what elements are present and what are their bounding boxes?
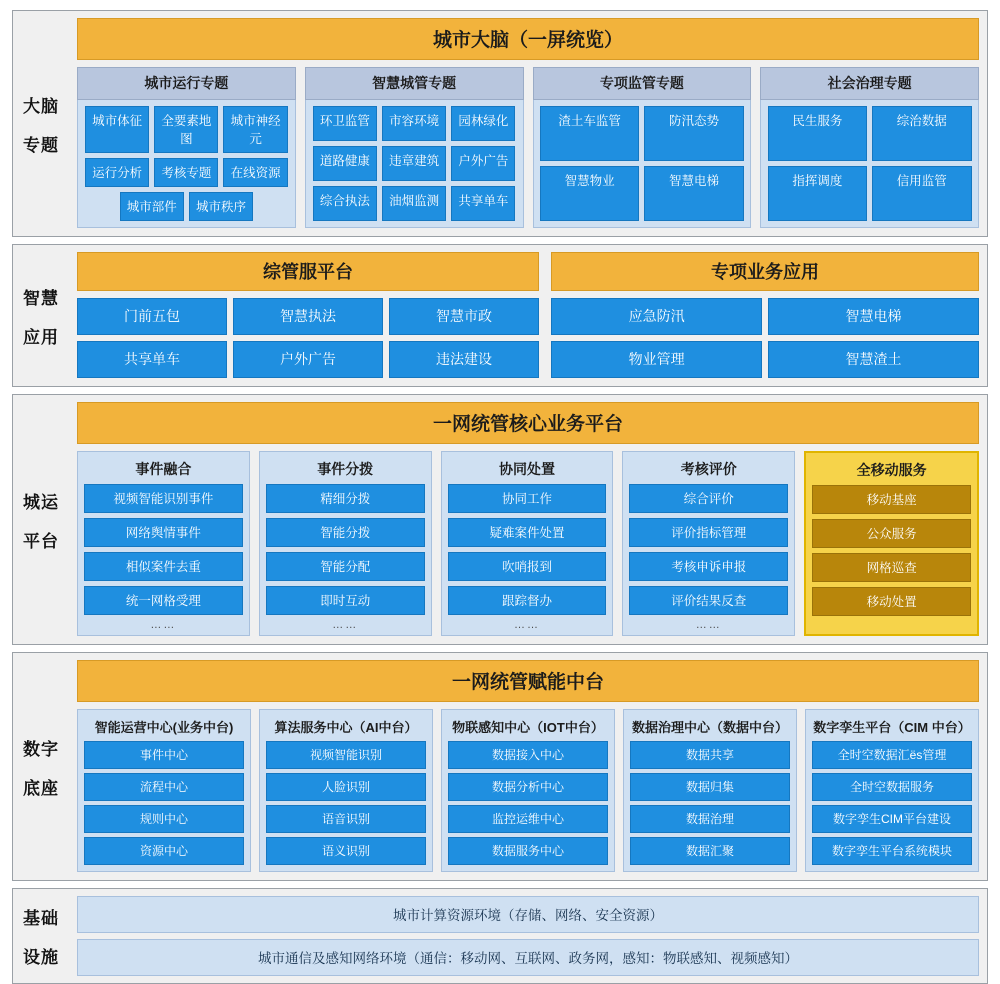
brain-chip[interactable]: 违章建筑 [382, 146, 446, 181]
smart-item[interactable]: 应急防汛 [551, 298, 762, 335]
core-column-full-mobile-service [804, 451, 979, 636]
core-column-collaborative-handling [441, 451, 614, 636]
smart-item[interactable]: 违法建设 [389, 341, 539, 378]
core-column-ellipsis: …… [332, 619, 359, 631]
middle-item[interactable]: 数据治理 [630, 805, 790, 833]
middle-item[interactable]: 视频智能识别 [266, 741, 426, 769]
brain-chip[interactable]: 智慧电梯 [644, 166, 743, 221]
band-body-brain [69, 11, 987, 236]
middle-item[interactable]: 监控运维中心 [448, 805, 608, 833]
brain-chip[interactable]: 民生服务 [768, 106, 867, 161]
brain-chip[interactable]: 防汛态势 [644, 106, 743, 161]
middle-item[interactable]: 事件中心 [84, 741, 244, 769]
middle-item[interactable]: 全时空数据汇ës管理 [812, 741, 972, 769]
smart-left-items [77, 298, 539, 378]
brain-chip[interactable]: 在线资源 [223, 158, 287, 187]
core-item[interactable]: 即时互动 [266, 586, 425, 615]
band-smart-applications [12, 244, 988, 387]
smart-block-special-business [551, 252, 979, 378]
smart-left-title: 综管服平台 [77, 252, 539, 291]
smart-right-title: 专项业务应用 [551, 252, 979, 291]
core-item[interactable]: 移动基座 [812, 485, 971, 514]
core-column-ellipsis: …… [513, 619, 540, 631]
middle-item[interactable]: 人脸识别 [266, 773, 426, 801]
middle-item[interactable]: 全时空数据服务 [812, 773, 972, 801]
brain-chip[interactable]: 户外广告 [451, 146, 515, 181]
core-item[interactable]: 评价指标管理 [629, 518, 788, 547]
band-label-brain [13, 11, 69, 236]
core-column-title: 考核评价 [680, 461, 737, 477]
band-label-smart-line1: 智慧 [23, 288, 59, 308]
middle-column-cim-center [805, 709, 979, 872]
core-item[interactable]: 吹哨报到 [448, 552, 607, 581]
brain-chip[interactable]: 油烟监测 [382, 186, 446, 221]
brain-chip[interactable]: 共享单车 [451, 186, 515, 221]
middle-item[interactable]: 数字孪生CIM平台建设 [812, 805, 972, 833]
brain-chip[interactable]: 道路健康 [313, 146, 377, 181]
band-label-core [13, 395, 69, 644]
infra-row-compute: 城市计算资源环境（存储、网络、安全资源） [77, 896, 979, 933]
brain-chip[interactable]: 考核专题 [154, 158, 218, 187]
middle-item[interactable]: 数据接入中心 [448, 741, 608, 769]
brain-column-special-supervision [533, 67, 752, 228]
core-item[interactable]: 统一网格受理 [84, 586, 243, 615]
core-column-title: 事件融合 [135, 461, 192, 477]
core-column-assessment-evaluation [622, 451, 795, 636]
core-item[interactable]: 相似案件去重 [84, 552, 243, 581]
brain-column-city-operation [77, 67, 296, 228]
band-body-infra [69, 889, 987, 983]
middle-item[interactable]: 流程中心 [84, 773, 244, 801]
middle-column-title: 数据治理中心（数据中台） [631, 720, 788, 735]
brain-chip[interactable]: 市容环境 [382, 106, 446, 141]
brain-column-head: 城市运行专题 [77, 67, 296, 100]
middle-item[interactable]: 数据共享 [630, 741, 790, 769]
core-item[interactable]: 考核申诉申报 [629, 552, 788, 581]
band-label-middle-line2: 底座 [23, 778, 59, 798]
middle-column-title: 智能运营中心(业务中台) [94, 720, 234, 735]
brain-chip[interactable]: 信用监管 [872, 166, 971, 221]
band-body-smart [69, 245, 987, 386]
band-body-middle [69, 653, 987, 880]
band-label-brain-line1: 大脑 [23, 96, 59, 116]
band-label-core-line2: 平台 [23, 531, 59, 551]
brain-chip[interactable]: 城市秩序 [189, 192, 253, 221]
core-item[interactable]: 跟踪督办 [448, 586, 607, 615]
core-column-ellipsis: …… [695, 619, 722, 631]
brain-chip[interactable]: 全要素地图 [154, 106, 218, 153]
band-label-infra [13, 889, 69, 983]
brain-column-body [305, 100, 524, 228]
smart-item[interactable]: 门前五包 [77, 298, 227, 335]
middle-column-business-center [77, 709, 251, 872]
smart-item[interactable]: 户外广告 [233, 341, 383, 378]
brain-chip[interactable]: 智慧物业 [540, 166, 639, 221]
brain-chip[interactable]: 城市部件 [120, 192, 184, 221]
middle-platform-title: 一网统管赋能中台 [77, 660, 979, 702]
middle-item[interactable]: 语音识别 [266, 805, 426, 833]
infra-row-network: 城市通信及感知网络环境（通信：移动网、互联网、政务网，感知：物联感知、视频感知） [77, 939, 979, 976]
smart-item[interactable]: 智慧执法 [233, 298, 383, 335]
city-brain-title: 城市大脑（一屏统览） [77, 18, 979, 60]
brain-chip[interactable]: 环卫监管 [313, 106, 377, 141]
brain-chip[interactable]: 城市神经元 [223, 106, 287, 153]
smart-item[interactable]: 物业管理 [551, 341, 762, 378]
middle-item[interactable]: 数据汇聚 [630, 837, 790, 865]
middle-column-data-center [623, 709, 797, 872]
brain-chip[interactable]: 城市体征 [85, 106, 149, 153]
middle-item[interactable]: 数据归集 [630, 773, 790, 801]
core-item[interactable]: 评价结果反查 [629, 586, 788, 615]
core-item[interactable]: 公众服务 [812, 519, 971, 548]
middle-column-title: 数字孪生平台（CIM 中台） [813, 720, 971, 735]
smart-item[interactable]: 智慧渣土 [768, 341, 979, 378]
band-label-middle-line1: 数字 [23, 739, 59, 759]
core-item[interactable]: 综合评价 [629, 484, 788, 513]
core-item[interactable]: 协同工作 [448, 484, 607, 513]
brain-columns [77, 67, 979, 228]
brain-chip[interactable]: 渣土车监管 [540, 106, 639, 161]
core-item[interactable]: 移动处置 [812, 587, 971, 616]
brain-column-head: 社会治理专题 [760, 67, 979, 100]
smart-columns [77, 252, 979, 378]
core-column-event-dispatch [259, 451, 432, 636]
core-item[interactable]: 精细分拨 [266, 484, 425, 513]
band-label-core-line1: 城运 [23, 492, 59, 512]
core-item[interactable]: 网络舆情事件 [84, 518, 243, 547]
middle-item[interactable]: 语义识别 [266, 837, 426, 865]
core-item[interactable]: 网格巡查 [812, 553, 971, 582]
brain-column-head: 专项监管专题 [533, 67, 752, 100]
core-platform-title: 一网统管核心业务平台 [77, 402, 979, 444]
middle-item[interactable]: 资源中心 [84, 837, 244, 865]
core-column-event-fusion [77, 451, 250, 636]
brain-column-body [77, 100, 296, 228]
brain-column-social-governance [760, 67, 979, 228]
smart-item[interactable]: 智慧电梯 [768, 298, 979, 335]
band-body-core [69, 395, 987, 644]
band-core-platform [12, 394, 988, 645]
core-item[interactable]: 视频智能识别事件 [84, 484, 243, 513]
smart-item[interactable]: 智慧市政 [389, 298, 539, 335]
middle-columns [77, 709, 979, 872]
smart-block-comprehensive-platform [77, 252, 539, 378]
band-label-smart [13, 245, 69, 386]
brain-chip[interactable]: 综治数据 [872, 106, 971, 161]
core-column-title: 全移动服务 [856, 462, 927, 478]
brain-chip[interactable]: 运行分析 [85, 158, 149, 187]
band-label-infra-line1: 基础 [23, 909, 59, 928]
core-item[interactable]: 智能分配 [266, 552, 425, 581]
brain-chip[interactable]: 园林绿化 [451, 106, 515, 141]
core-item[interactable]: 智能分拨 [266, 518, 425, 547]
brain-chip[interactable]: 指挥调度 [768, 166, 867, 221]
band-label-middle [13, 653, 69, 880]
middle-column-title: 物联感知中心（IOT中台） [452, 720, 604, 735]
middle-item[interactable]: 数据服务中心 [448, 837, 608, 865]
core-column-title: 协同处置 [498, 461, 555, 477]
core-column-title: 事件分拨 [317, 461, 374, 477]
brain-column-smart-urban-management [305, 67, 524, 228]
brain-chip[interactable]: 综合执法 [313, 186, 377, 221]
smart-right-items [551, 298, 979, 378]
core-column-ellipsis [812, 621, 971, 623]
band-infrastructure [12, 888, 988, 984]
middle-item[interactable]: 数字孪生平台系统模块 [812, 837, 972, 865]
band-digital-foundation [12, 652, 988, 881]
middle-column-ai-center [259, 709, 433, 872]
brain-column-body [760, 100, 979, 228]
middle-column-title: 算法服务中心（AI中台） [274, 720, 418, 735]
core-column-ellipsis: …… [150, 619, 177, 631]
core-item[interactable]: 疑难案件处置 [448, 518, 607, 547]
band-label-infra-line2: 设施 [23, 948, 59, 967]
band-label-smart-line2: 应用 [23, 327, 59, 347]
middle-item[interactable]: 规则中心 [84, 805, 244, 833]
band-label-brain-line2: 专题 [23, 135, 59, 155]
band-city-brain [12, 10, 988, 237]
brain-column-head: 智慧城管专题 [305, 67, 524, 100]
smart-item[interactable]: 共享单车 [77, 341, 227, 378]
core-columns [77, 451, 979, 636]
brain-column-body [533, 100, 752, 228]
middle-column-iot-center [441, 709, 615, 872]
middle-item[interactable]: 数据分析中心 [448, 773, 608, 801]
